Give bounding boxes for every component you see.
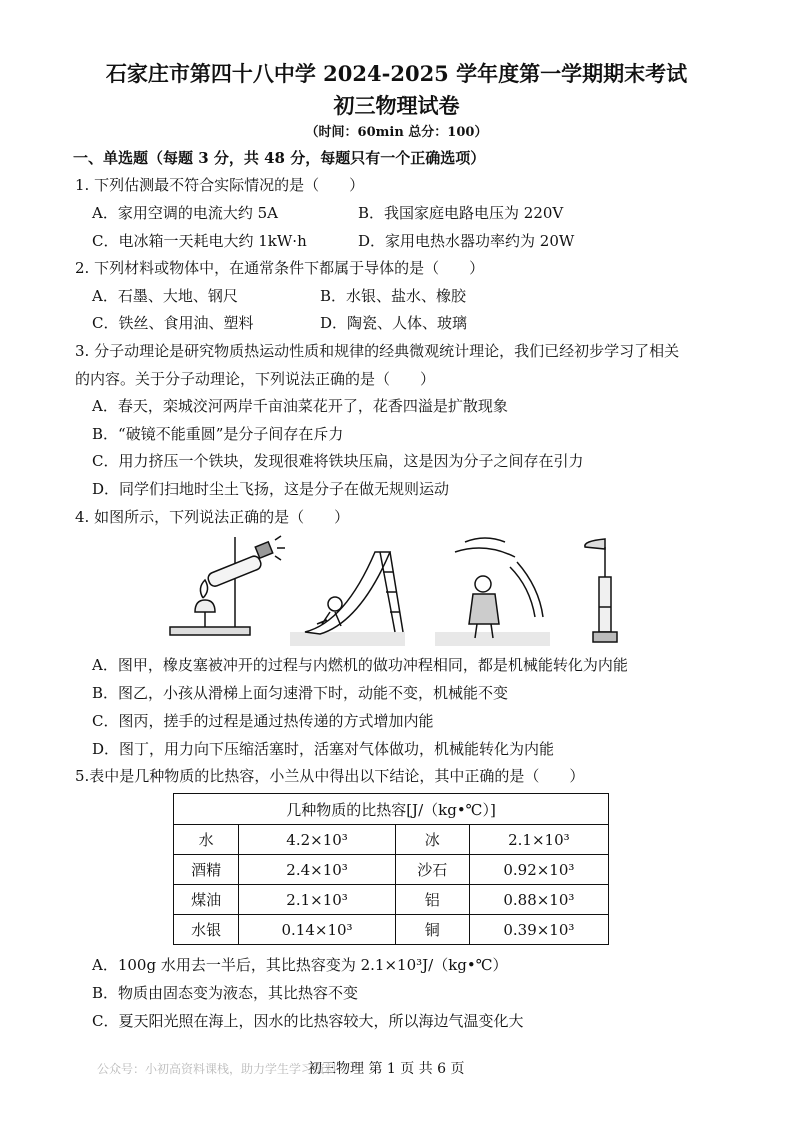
q4-option-a: A．图甲，橡皮塞被冲开的过程与内燃机的做功冲程相同，都是机械能转化为内能 [92, 656, 628, 674]
q3-option-c: C．用力挤压一个铁块，发现很难将铁块压扁，这是因为分子之间存在引力 [92, 452, 584, 470]
table-cell: 铝 [395, 885, 469, 915]
table-cell: 2.1×10³ [239, 885, 396, 915]
figure-test-tube [170, 536, 285, 635]
q3-stem-line1: 3. 分子动理论是研究物质热运动性质和规律的经典微观统计理论，我们已经初步学习了相关 [75, 342, 680, 360]
q5-option-b: B．物质由固态变为液态，其比热容不变 [92, 984, 359, 1002]
q4-option-b: B．图乙，小孩从滑梯上面匀速滑下时，动能不变，机械能不变 [92, 684, 509, 702]
table-cell: 煤油 [174, 885, 239, 915]
table-cell: 2.4×10³ [239, 855, 396, 885]
table-cell: 0.88×10³ [469, 885, 608, 915]
figure-slide [290, 552, 405, 646]
q2-option-c: C．铁丝、食用油、塑料 [92, 314, 254, 332]
q4-option-c: C．图丙，搓手的过程是通过热传递的方式增加内能 [92, 712, 434, 730]
table-caption: 几种物质的比热容[J/（kg•℃）] [174, 794, 609, 825]
table-cell: 水 [174, 825, 239, 855]
q3-option-d: D．同学们扫地时尘土飞扬，这是分子在做无规则运动 [92, 480, 450, 498]
specific-heat-table [173, 793, 609, 945]
q3-option-b: B．“破镜不能重圆”是分子间存在斥力 [92, 425, 344, 443]
table-cell: 2.1×10³ [469, 825, 608, 855]
exam-meta: （时间：60min 总分：100） [305, 125, 488, 140]
exam-subtitle: 初三物理试卷 [333, 93, 460, 118]
table-cell: 0.14×10³ [239, 915, 396, 945]
q2-option-b: B．水银、盐水、橡胶 [320, 287, 467, 305]
q5-stem: 5.表中是几种物质的比热容，小兰从中得出以下结论，其中正确的是（ ） [75, 767, 585, 785]
q5-option-c: C．夏天阳光照在海上，因水的比热容较大，所以海边气温变化大 [92, 1012, 524, 1030]
table-row [174, 825, 609, 855]
q1-option-d: D．家用电热水器功率约为 20W [358, 232, 575, 250]
q2-option-a: A．石墨、大地、钢尺 [92, 287, 238, 305]
watermark: 公众号：小初高资料课栈，助力学生学习资料 [97, 1062, 338, 1076]
section-heading: 一、单选题（每题 3 分，共 48 分，每题只有一个正确选项） [73, 149, 486, 167]
table-cell: 沙石 [395, 855, 469, 885]
table-cell: 4.2×10³ [239, 825, 396, 855]
table-cell: 水银 [174, 915, 239, 945]
table-cell: 0.92×10³ [469, 855, 608, 885]
q1-option-a: A．家用空调的电流大约 5A [92, 204, 278, 222]
figure-rubbing-hands [435, 538, 550, 646]
q5-option-a: A．100g 水用去一半后，其比热容变为 2.1×10³J/（kg•℃） [92, 956, 508, 974]
table-cell: 铜 [395, 915, 469, 945]
q4-option-d: D．图丁，用力向下压缩活塞时，活塞对气体做功，机械能转化为内能 [92, 740, 555, 758]
q4-figures [165, 532, 635, 650]
page-number: 初三物理 第 1 页 共 6 页 [308, 1061, 465, 1077]
table-cell: 0.39×10³ [469, 915, 608, 945]
table-cell: 酒精 [174, 855, 239, 885]
q1-option-b: B．我国家庭电路电压为 220V [358, 204, 564, 222]
q3-stem-line2: 的内容。关于分子动理论，下列说法正确的是（ ） [75, 370, 436, 388]
figure-piston [585, 539, 617, 642]
table-row [174, 885, 609, 915]
q1-stem: 1. 下列估测最不符合实际情况的是（ ） [75, 176, 365, 194]
table-cell: 冰 [395, 825, 469, 855]
q2-option-d: D．陶瓷、人体、玻璃 [320, 314, 468, 332]
q3-option-a: A．春天，栾城洨河两岸千亩油菜花开了，花香四溢是扩散现象 [92, 397, 508, 415]
q1-option-c: C．电冰箱一天耗电大约 1kW·h [92, 232, 307, 250]
q4-stem: 4. 如图所示，下列说法正确的是（ ） [75, 508, 350, 526]
exam-title: 石家庄市第四十八中学 2024-2025 学年度第一学期期末考试 [105, 61, 688, 86]
table-row [174, 915, 609, 945]
q2-stem: 2. 下列材料或物体中，在通常条件下都属于导体的是（ ） [75, 259, 485, 277]
table-row [174, 855, 609, 885]
